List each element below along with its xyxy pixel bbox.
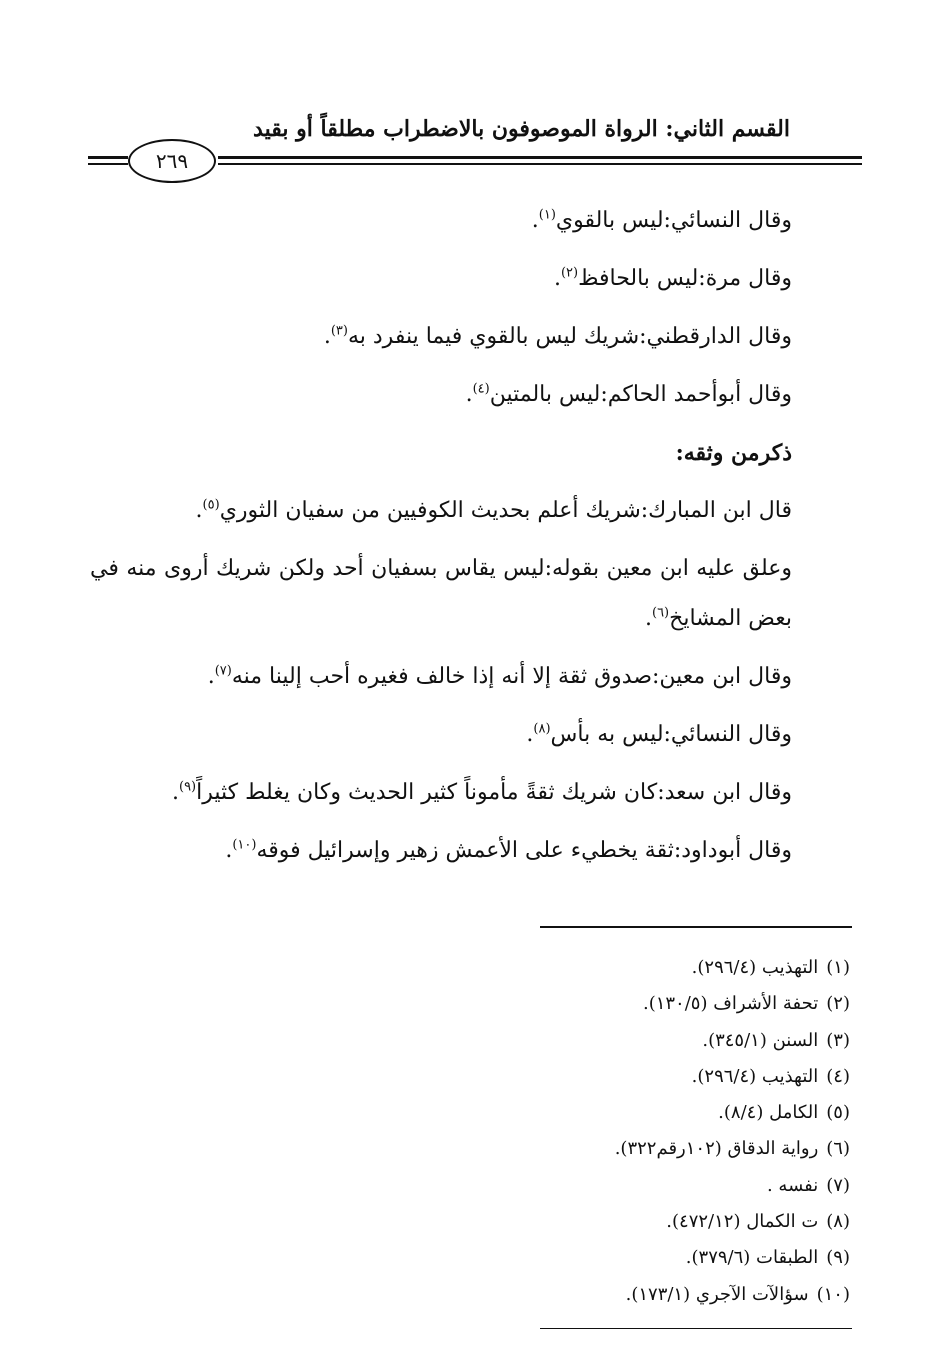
paragraph-abu-dawud: وقال أبوداود:ثقة يخطيء على الأعمش زهير وإسرائيل فوقه$^{(١٠)}$. [225,837,792,863]
header-rule-bottom [218,163,862,165]
paragraph-ibn-main-comment: وعلق عليه ابن معين بقوله:ليس يقاس بسفيان أحد ولكن شريك أروى منه في بعض المشايخ$^{(٦)}$. [90,556,792,631]
footnote [420,1277,850,1313]
footnote [420,1023,850,1059]
paragraph-ibn-saad: وقال ابن سعد:كان شريك ثقةً مأموناً كثير الحديث وكان يغلط كثيراً$^{(٩)}$. [171,779,792,805]
paragraph-ibn-mubarak: قال ابن المبارك:شريك أعلم بحديث الكوفيين من سفيان الثوري$^{(٥)}$. [195,497,792,523]
footnote [420,1059,850,1095]
header-rule-top [218,156,862,159]
footnote-number: (٥) [826,1102,850,1124]
footnote-end-rule [540,1328,852,1329]
footnote-number: (٣) [826,1029,850,1051]
footnote-ref-2[interactable]: (٢) [560,265,579,281]
footnote-ref-9[interactable]: (٩) [178,779,197,795]
footnote-ref-7[interactable]: (٧) [214,663,232,679]
footnote-ref-3[interactable]: (٣) [330,323,348,339]
running-header-title: القسم الثاني: الرواة الموصوفون بالاضطراب مطلقاً أو بقيد [253,116,790,142]
header-rule-left-top [88,156,128,159]
footnote [420,1204,850,1240]
footnote-text: تحفة الأشراف (١٣٠/٥). [642,993,819,1015]
footnote-number: (٧) [826,1174,850,1196]
footnote-text: سؤالآت الآجري (١٧٣/١). [625,1283,809,1305]
footnote-number: (٤) [826,1065,850,1087]
main-text [90,192,792,880]
footnote [420,986,850,1022]
paragraph-daraqutni: وقال الدارقطني:شريك ليس بالقوي فيما ينفرد به$^{(٣)}$. [323,323,792,349]
footnote-text: رواية الدقاق (١٠٢رقم٣٢٢). [614,1138,819,1160]
paragraph-nasai-2: وقال النسائي:ليس به بأس$^{(٨)}$. [526,721,792,747]
header-rule-left-bottom [88,163,128,165]
footnote-number: (٨) [826,1211,850,1233]
footnote-text: الكامل (٨/٤). [718,1102,819,1124]
footnote-number: (١٠) [816,1283,850,1305]
footnote [420,950,850,986]
footnote-number: (٢) [826,993,850,1015]
footnote-number: (١) [826,957,850,978]
paragraph-nasai-1: وقال النسائي:ليس بالقوي$^{(١)}$. [531,207,792,233]
footnote-ref-5[interactable]: (٥) [202,497,220,513]
footnote-number: (٦) [826,1138,850,1160]
paragraph-ibn-main: وقال ابن معين:صدوق ثقة إلا أنه إذا خالف فغيره أحب إلينا منه$^{(٧)}$. [207,663,792,689]
footnote-text: السنن (٣٤٥/١). [702,1029,819,1051]
footnote-ref-6[interactable]: (٦) [651,605,670,621]
footnote-text: الطبقات (٣٧٩/٦). [685,1247,819,1269]
paragraph-marra: وقال مرة:ليس بالحافظ$^{(٢)}$. [553,265,792,291]
footnote-ref-8[interactable]: (٨) [533,721,551,737]
footnote-ref-1[interactable]: (١) [538,207,556,223]
footnote [420,1131,850,1167]
page-number-text: ٢٦٩ [155,149,189,173]
footnote-ref-4[interactable]: (٤) [472,381,490,397]
footnote [420,1168,850,1204]
paragraph-hakim: وقال أبوأحمد الحاكم:ليس بالمتين$^{(٤)}$. [465,381,792,407]
footnote [420,1095,850,1131]
footnote [420,1240,850,1276]
footnote-text: التهذيب (٢٩٦/٤). [691,1065,819,1087]
footnote-separator [540,926,852,928]
footnote-number: (٩) [826,1247,850,1269]
footnotes [420,950,850,1313]
footnote-text: ت الكمال (٤٧٢/١٢). [666,1211,819,1233]
footnote-ref-10[interactable]: (١٠) [232,837,257,853]
footnote-text: نفسه . [766,1174,819,1196]
page-number [128,139,216,183]
footnote-text: التهذيب (٢٩٦/٤). [691,957,819,978]
section-heading: ذكرمن وثقه: [675,440,792,466]
